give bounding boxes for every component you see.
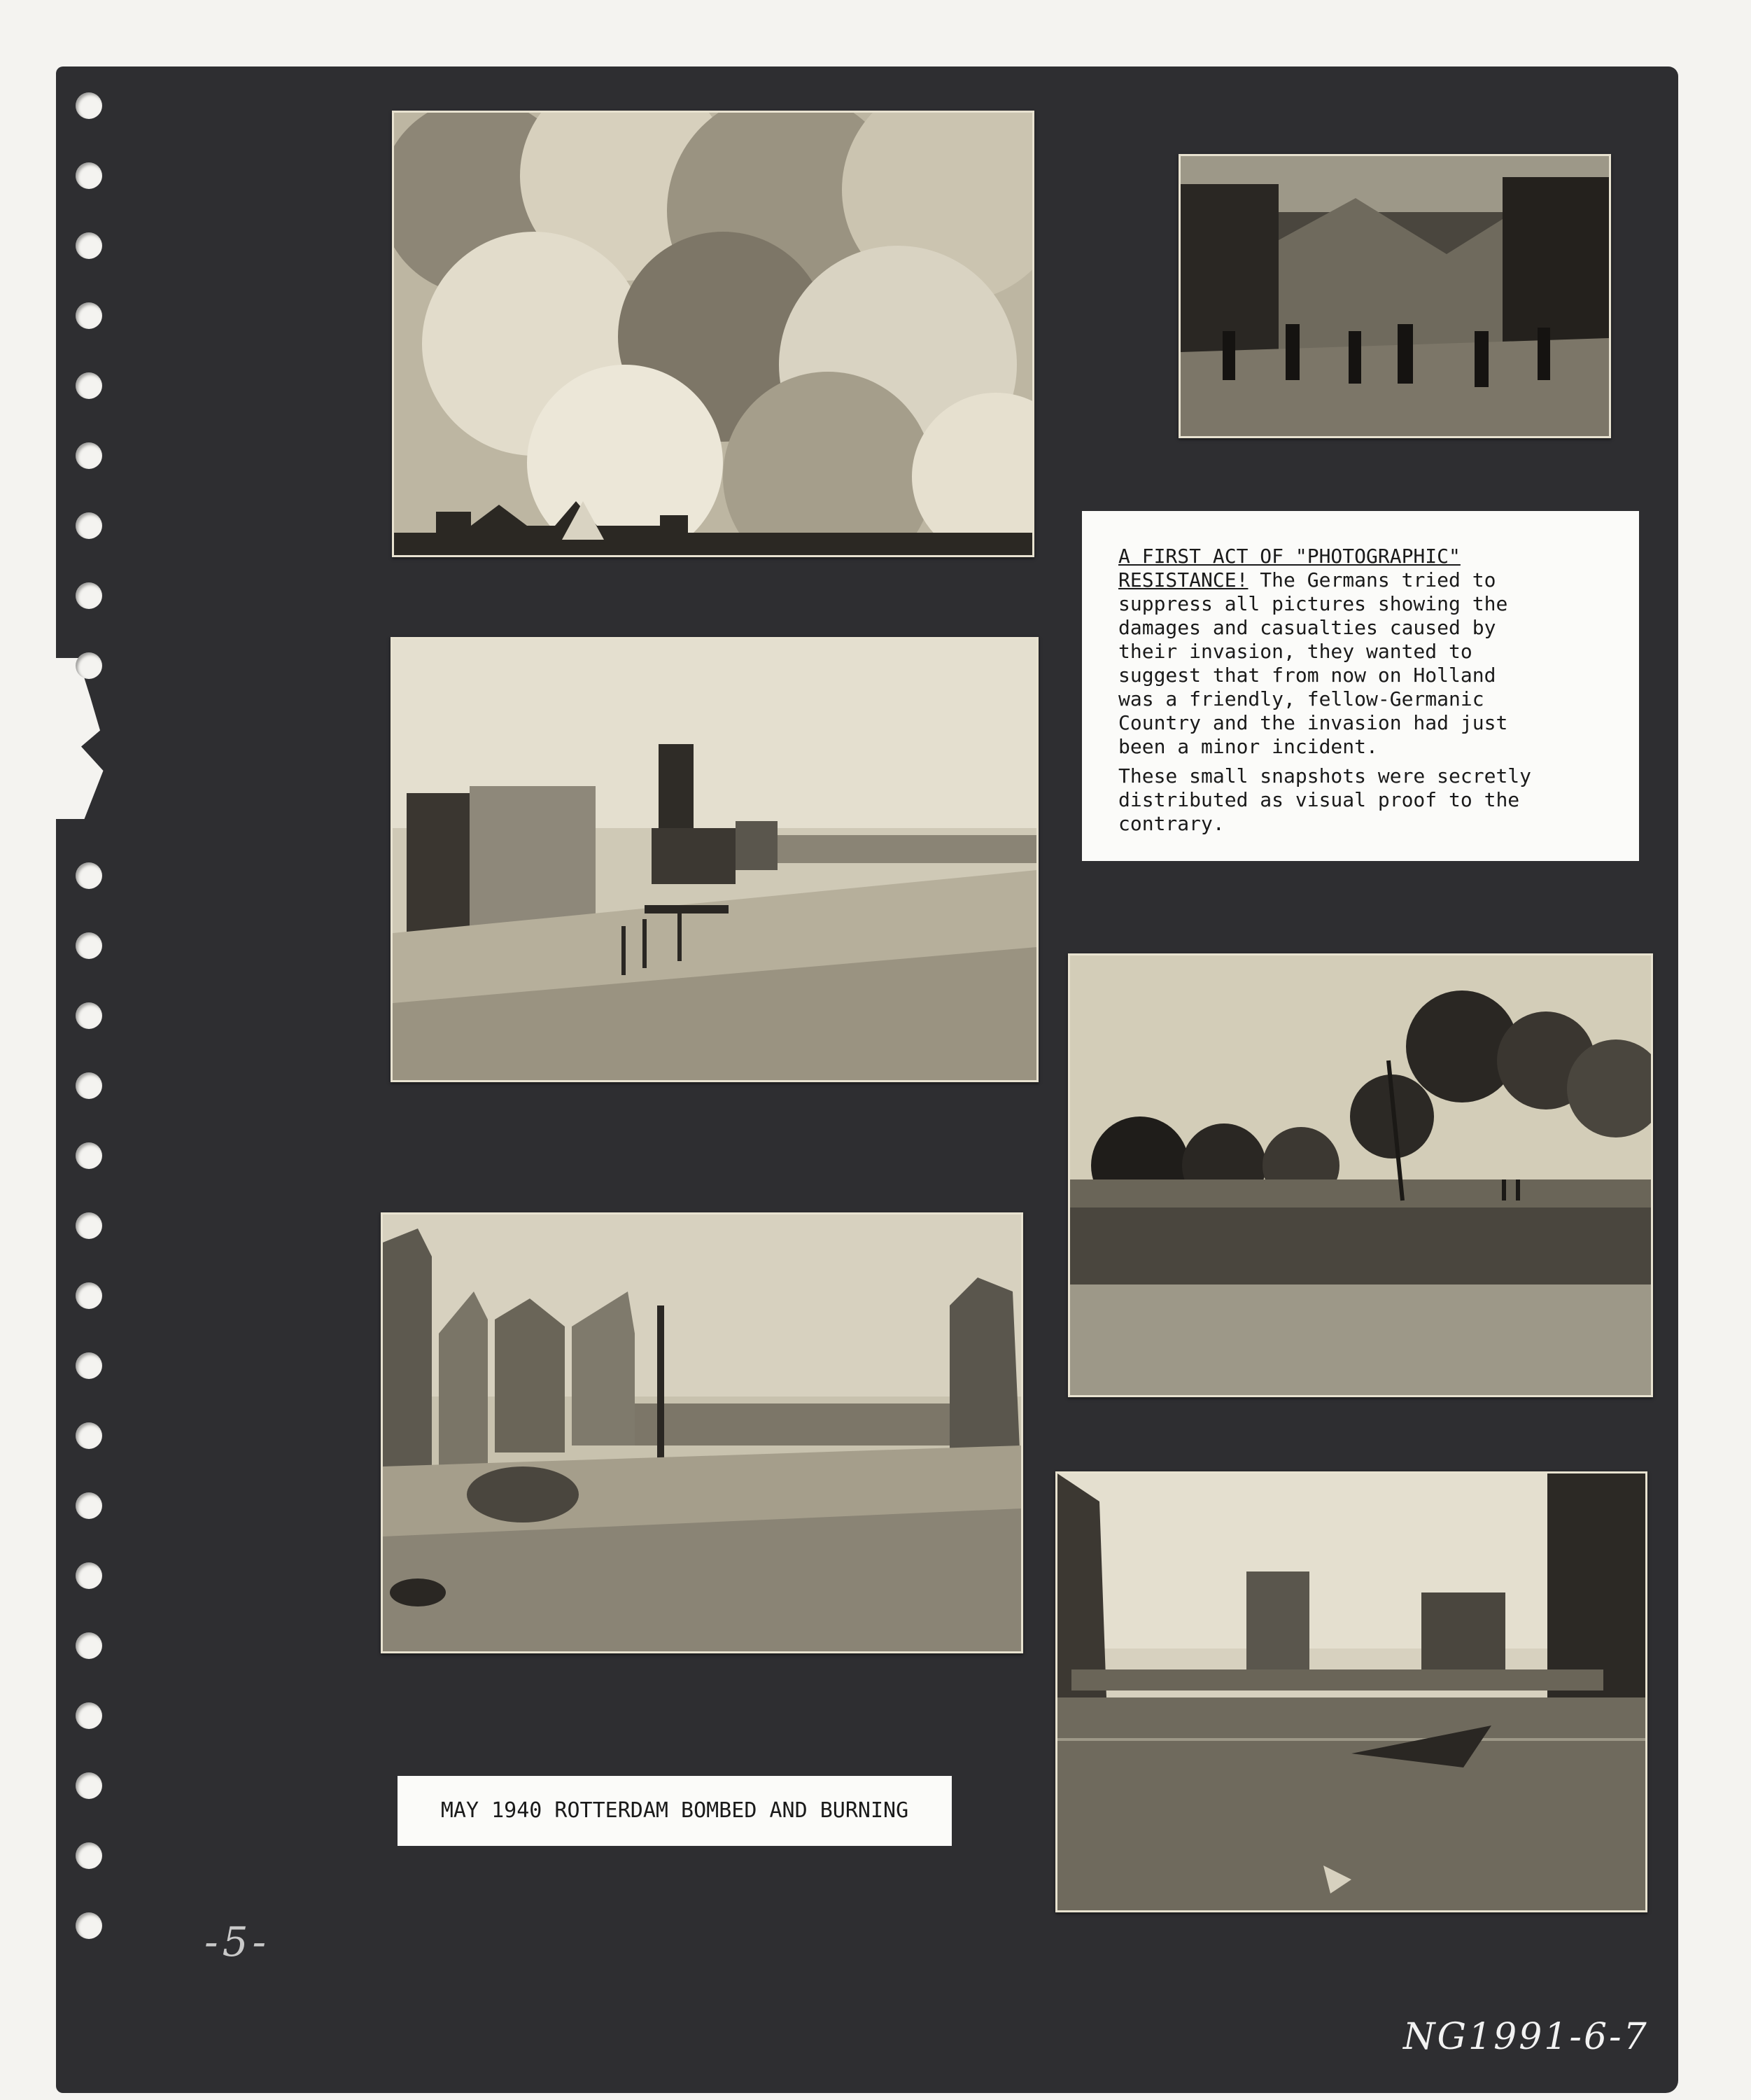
binder-hole bbox=[76, 582, 102, 609]
binder-hole bbox=[76, 1492, 102, 1519]
binder-hole bbox=[76, 162, 102, 189]
binder-hole bbox=[76, 652, 102, 679]
photo-burning-ship bbox=[1068, 953, 1653, 1397]
photo-harbour-ruins bbox=[1055, 1471, 1647, 1912]
caption-label: MAY 1940 ROTTERDAM BOMBED AND BURNING bbox=[398, 1776, 952, 1846]
binder-hole bbox=[76, 1702, 102, 1729]
resistance-note-second-paragraph: These small snapshots were secretly distributed as visual proof to the contrary. bbox=[1118, 764, 1532, 835]
photo-smoke-clouds bbox=[392, 111, 1034, 557]
resistance-note-body: The Germans tried to suppress all pictures showing the damages and casualties caused by their invasion, they wanted to suggest that from now on Holland was a friendly, fellow-Germanic Country and the invasion had just been a minor incident. bbox=[1118, 568, 1508, 758]
resistance-note-text bbox=[1118, 545, 1622, 759]
resistance-note-card bbox=[1082, 511, 1639, 861]
photo-bombed-street-car bbox=[381, 1212, 1023, 1653]
binder-hole bbox=[76, 302, 102, 329]
binder-hole bbox=[76, 1002, 102, 1029]
binder-hole bbox=[76, 1912, 102, 1939]
binder-hole bbox=[76, 232, 102, 259]
binder-hole bbox=[76, 1142, 102, 1169]
binder-hole bbox=[76, 1212, 102, 1239]
binder-hole bbox=[76, 862, 102, 889]
binder-hole bbox=[76, 1072, 102, 1099]
page-number: -5- bbox=[204, 1918, 271, 1966]
resistance-note-heading: A FIRST ACT OF "PHOTOGRAPHIC" RESISTANCE! bbox=[1118, 545, 1461, 592]
binder-hole bbox=[76, 1422, 102, 1449]
photo-street-rubble bbox=[1179, 154, 1611, 438]
photo-ruined-city-tower bbox=[391, 637, 1039, 1082]
binder-hole bbox=[76, 372, 102, 399]
binder-hole bbox=[76, 1282, 102, 1309]
binder-hole bbox=[76, 512, 102, 539]
accession-number: NG1991-6-7 bbox=[1403, 2016, 1649, 2058]
binder-hole bbox=[76, 932, 102, 959]
binder-hole bbox=[76, 1352, 102, 1379]
binder-hole bbox=[76, 1632, 102, 1659]
binder-hole bbox=[76, 442, 102, 469]
binder-hole bbox=[76, 92, 102, 119]
binder-hole bbox=[76, 1772, 102, 1799]
binder-hole bbox=[76, 1562, 102, 1589]
binder-hole bbox=[76, 1842, 102, 1869]
